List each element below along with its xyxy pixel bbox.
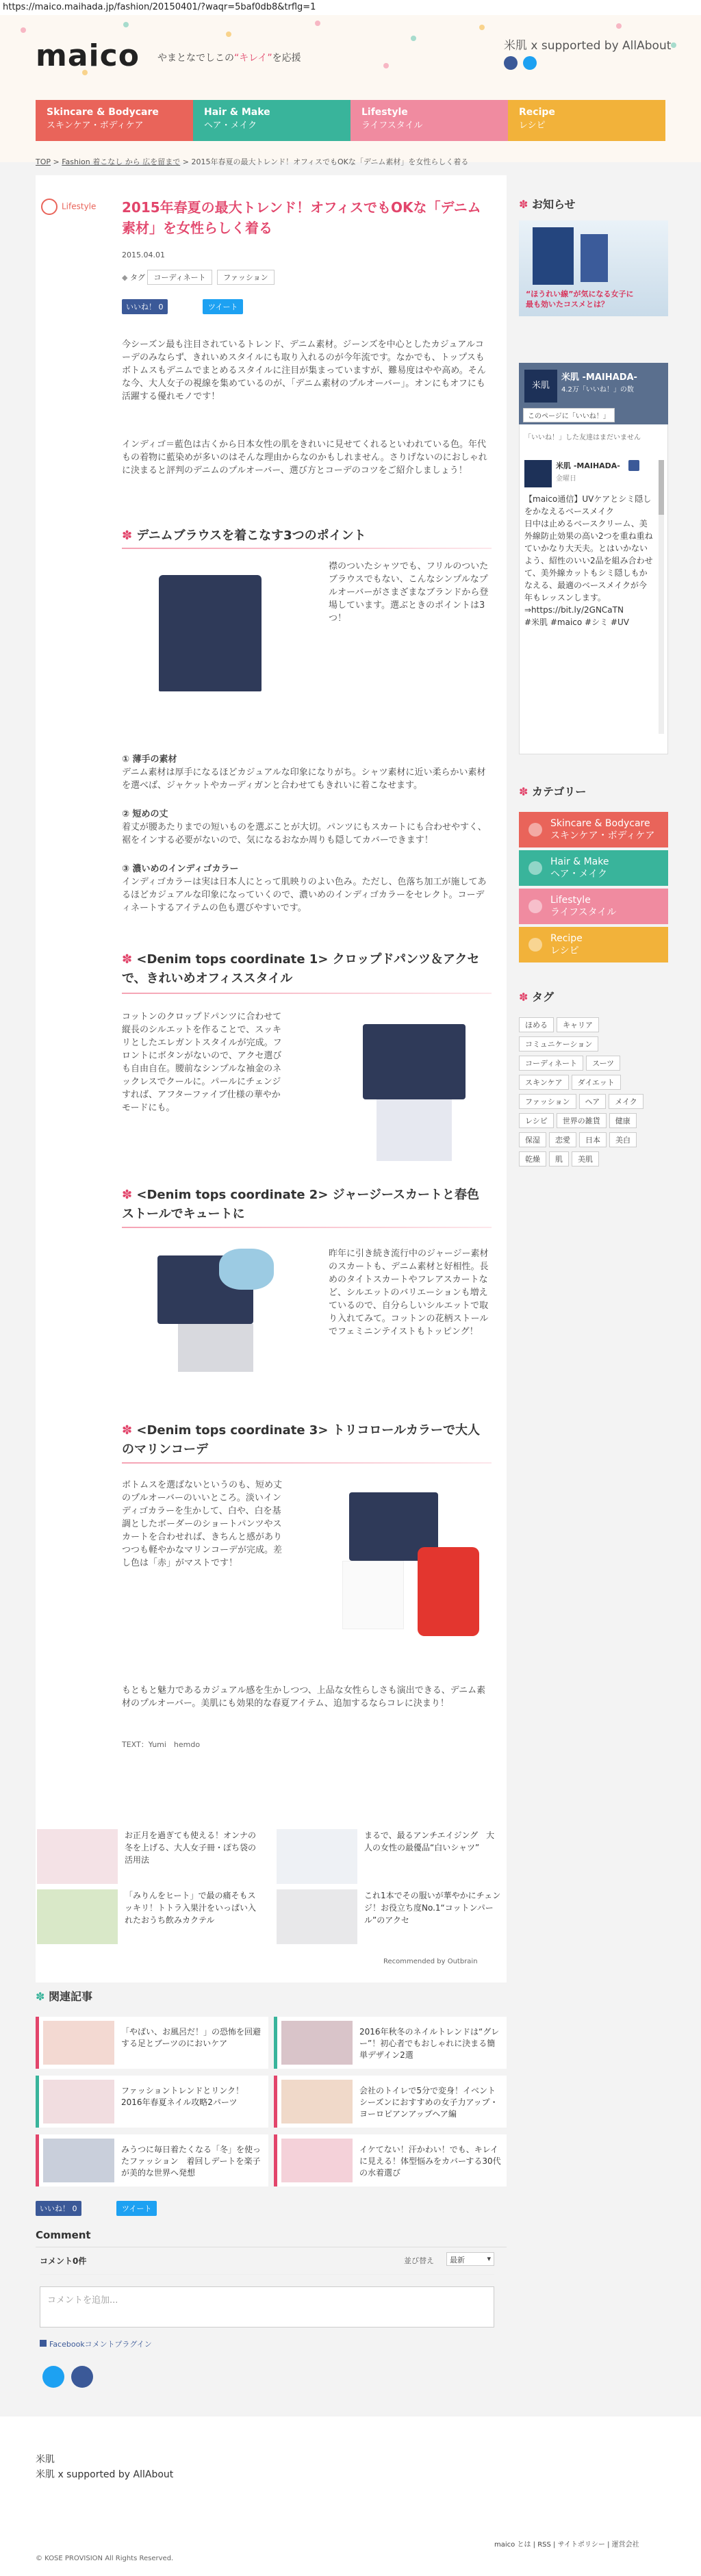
breadcrumb-fashion[interactable]: Fashion 着こなし から 広を留まで	[62, 157, 181, 166]
article-title: 2015年春夏の最大トレンド！オフィスでもOKな「デニム素材」を女性らしく着る	[122, 199, 481, 236]
sidebar-tags-title: ✽ タグ	[519, 991, 554, 1004]
section-heading-points: ✽ デニムブラウスを着こなす3つのポイント	[122, 528, 366, 543]
footer-link-rss[interactable]: RSS	[537, 2541, 551, 2549]
sidebar-tag[interactable]: 美白	[609, 1132, 637, 1147]
coordinate-2-image	[137, 1242, 301, 1386]
sidebar-tag[interactable]: 健康	[609, 1113, 637, 1128]
article-intro-1: 今シーズン最も注目されているトレンド、デニム素材。ジーンズを中心としたカジュアルコーデのみならず、きれいめスタイルにも取り入れるのが今年流です。なかでも、トップスもボトムスもデニムでまとめるスタイルに注目が集まっていますが、難易度はやや高め。そんな今、大人女子の視線を集めているのが、「デニム素材のプルオーバー」。オンにもオフにも活躍する優れモノです！	[122, 340, 486, 402]
skincare-icon	[528, 823, 542, 837]
rec-link[interactable]: お正月を過ぎても使える！オンナの冬を上げる、大人女子冊・ぽち袋の活用法	[125, 1831, 257, 1865]
facebook-post-time: 金曜日	[556, 475, 576, 483]
coordinate-1-text: コットンのクロップドパンツに合わせて縦長のシルエットを作ることで、スッキリとしたエレガントスタイルが完成。フロントにボタンがないので、アクセ選びも自由自在。腰前なシンプルな袖金のネックレスでクールに。パールにチェンジすれば、アフターファイブ仕様の華やかモードにも。	[122, 1012, 282, 1113]
comment-count: コメント0件	[40, 2256, 87, 2266]
sidebar-ad-banner[interactable]: “ほうれい線”が気になる女子に 最も効いたコスメとは？	[519, 220, 668, 316]
comment-title: Comment	[36, 2229, 91, 2241]
related-article[interactable]: イケてない！汗かわい！でも、キレイに見える！体型悩みをカバーする30代の水着選び	[274, 2134, 507, 2186]
point-3-title: ③ 濃いめのインディゴカラー	[122, 864, 239, 874]
product-image-denim-top	[145, 561, 275, 705]
section-heading-coordinate-1: ✽ <Denim tops coordinate 1> クロップドパンツ＆アクセで、きれいめオフィススタイル	[122, 952, 480, 986]
sidebar-category-skincare[interactable]: Skincare & Bodycare スキンケア・ボディケア	[519, 812, 668, 847]
confetti-dot	[123, 22, 129, 27]
article-intro-2: インディゴ＝藍色は古くから日本女性の肌をきれいに見せてくれるといわれている色。年代もの着物に藍染めが多いのはそんな理由からなのかもしれません。さりげないのにおしゃれに決まると評判のデニムのプルオーバー、選び方とコーデのコツをご紹介しましょう！	[122, 439, 487, 476]
product-bottle	[581, 234, 608, 282]
flower-icon: ✽	[519, 991, 532, 1004]
footer-link-policy[interactable]: サイトポリシー	[557, 2541, 605, 2549]
facebook-icon	[40, 2340, 47, 2347]
recipe-icon	[528, 938, 542, 952]
rec-image[interactable]	[37, 1829, 118, 1884]
rec-link[interactable]: これ1本でその服いが華やかにチェンジ！お役立ち度No.1“コットンパール”のアクセ	[364, 1891, 501, 1925]
facebook-page-like-button[interactable]: このページに「いいね！」	[523, 408, 615, 422]
flower-icon: ✽	[36, 1990, 49, 2003]
sidebar-tag[interactable]: ダイエット	[572, 1075, 621, 1090]
sidebar-category-lifestyle[interactable]: Lifestyle ライフスタイル	[519, 889, 668, 924]
divider	[40, 2274, 494, 2275]
facebook-comment-plugin-link[interactable]: Facebookコメントプラグイン	[40, 2338, 152, 2349]
point-3-text: インディゴカラーは実は日本人にとって肌映りのよい色み。ただし、色落ち加工が施してあるほどカジュアルな印象になっていくので、濃いめのインディゴカラーをセレクト。コーディネートするアイテムの色も選びやすいです。	[122, 877, 487, 913]
flower-icon: ✽	[519, 785, 532, 798]
rec-link[interactable]: 「みりんをヒート」で最の痛そもスッキリ！トトラ入果汁をいっぱい入れたおうち飲みカクテル	[125, 1891, 257, 1925]
section-heading-coordinate-2: ✽ <Denim tops coordinate 2> ジャージースカートと春色ストールでキュートに	[122, 1188, 480, 1221]
copyright: © KOSE PROVISION All Rights Reserved.	[36, 2555, 174, 2562]
facebook-page-name[interactable]: 米肌 -MAIHADA-	[561, 372, 637, 383]
facebook-post-author[interactable]: 米肌 -MAIHADA-	[556, 461, 620, 470]
site-tagline: やまとなでしこの“キレイ”を応援	[157, 53, 301, 64]
sort-label: 並び替え	[404, 2256, 434, 2265]
coordinate-3-image	[322, 1479, 493, 1643]
footer-links: maico とは | RSS | サイトポリシー | 運営会社	[494, 2541, 639, 2549]
tag-coordinate[interactable]: コーディネート	[147, 270, 212, 285]
heading-underline	[122, 1462, 492, 1464]
sidebar-tag[interactable]: ヘア	[579, 1094, 607, 1109]
lifestyle-icon	[41, 199, 58, 215]
sidebar-category-title: ✽ カテゴリー	[519, 785, 587, 798]
sidebar-tag[interactable]: スーツ	[586, 1056, 620, 1071]
sidebar-category-recipe[interactable]: Recipe レシピ	[519, 927, 668, 962]
chevron-down-icon: ▾	[487, 2254, 491, 2263]
footer-link-company[interactable]: 運営会社	[611, 2541, 639, 2549]
facebook-icon	[628, 460, 639, 471]
sidebar-tag[interactable]: 肌	[549, 1151, 569, 1166]
site-footer	[0, 2416, 701, 2576]
footer-brand[interactable]: 米肌	[36, 2454, 55, 2465]
heading-underline	[122, 1227, 492, 1228]
confetti-dot	[21, 27, 26, 33]
coordinate-2-text: 昨年に引き続き流行中のジャージー素材のスカートも、デニム素材と好相性。長めのタイトスカートやフレアスカートなど、シルエットのバリエーションも増えているので、自分らしいシルエットで取り入れてみて。コットンの花柄ストールでフェミニンテイストもトッピング！	[329, 1249, 489, 1337]
sidebar-tag[interactable]: レシピ	[519, 1113, 554, 1128]
facebook-scrollbar[interactable]	[659, 460, 664, 734]
address-bar[interactable]: https://maico.maihada.jp/fashion/20150401/?waqr=5baf0db8&trflg=1	[0, 0, 701, 15]
rec-link[interactable]: まるで、最るアンチエイジング 大人の女性の最優品“白いシャツ”	[364, 1831, 495, 1852]
nav-hair-make[interactable]: Hair & Make ヘア・メイク	[193, 100, 350, 141]
flower-icon: ✽	[122, 952, 137, 967]
confetti-dot	[226, 31, 231, 37]
related-article[interactable]: 2016年秋冬のネイルトレンドは“グレー”！初心者でもおしゃれに決まる簡単デザイン2選	[274, 2017, 507, 2069]
facebook-page-avatar[interactable]: 米肌	[524, 370, 557, 403]
sidebar-tag[interactable]: 保湿	[519, 1132, 546, 1147]
confetti-dot	[315, 21, 320, 26]
breadcrumb-top[interactable]: TOP	[36, 157, 51, 166]
sidebar-tag[interactable]: メイク	[609, 1094, 643, 1109]
facebook-like-button-bottom[interactable]: いいね！ 0	[36, 2201, 81, 2216]
point-2-title: ② 短めの丈	[122, 809, 168, 819]
points-side-text: 襟のついたシャツでも、フリルのついたブラウスでもない、こんなシンプルなプルオーバーがさまざまなブランドから登場しています。選ぶときのポイントは3つ！	[329, 561, 489, 624]
tweet-button-bottom[interactable]: ツイート	[116, 2201, 157, 2216]
twitter-share-icon[interactable]	[42, 2366, 64, 2388]
rec-image[interactable]	[277, 1889, 357, 1944]
comment-input[interactable]: コメントを追加...	[40, 2286, 494, 2328]
section-heading-coordinate-3: ✽ <Denim tops coordinate 3> トリコロールカラーで大人のマリンコーデ	[122, 1423, 480, 1457]
footer-link-about[interactable]: maico とは	[494, 2541, 531, 2549]
coordinate-1-image	[329, 1010, 493, 1168]
point-1-title: ① 薄手の素材	[122, 754, 177, 765]
rec-image[interactable]	[37, 1889, 118, 1944]
flower-icon: ✽	[519, 198, 532, 211]
breadcrumb-current: 2015年春夏の最大トレンド！オフィスでもOKな「デニム素材」を女性らしく着る	[191, 157, 469, 166]
sidebar-news-title: ✽ お知らせ	[519, 198, 576, 211]
flower-icon: ✽	[122, 1188, 137, 1202]
makeup-icon	[528, 861, 542, 875]
facebook-post-text: 【maico通信】UVケアとシミ隠しをかなえるベースメイク 日中は止めるベースクリーム、美外線防止効果の高い2つを重ね重ねていかなり大天夫。とはいかないよう、紹性のいい2品を組み合わせて、美外線カットもシミ隠しもかなえる、最適のベースメイクが今年もレッスンします。 ⇒https://bit.ly/2GNCaTN #米肌 #maico #シミ #UV	[524, 494, 653, 627]
flower-icon: ✽	[122, 528, 137, 543]
heading-underline	[122, 993, 492, 994]
related-article[interactable]: 「やばい、お風呂だ！」の恐怖を回避する足とブーツのにおいケア	[36, 2017, 268, 2069]
confetti-dot	[411, 36, 416, 41]
brand-text[interactable]: 米肌 x supported by AllAbout	[504, 39, 672, 53]
sidebar-tag[interactable]: ほめる	[519, 1017, 554, 1032]
related-article[interactable]: みうつに毎日着たくなる「冬」を使ったファッション 着回しデートを楽子が美的な世界へ発想	[36, 2134, 268, 2186]
sidebar-tag[interactable]: コーディネート	[519, 1056, 583, 1071]
sidebar-tag-cloud	[519, 1017, 668, 1171]
sort-select[interactable]: 最新 ▾	[446, 2252, 494, 2266]
sidebar-tag[interactable]: 乾燥	[519, 1151, 546, 1166]
facebook-share-icon[interactable]	[71, 2366, 93, 2388]
flower-icon: ✽	[122, 1423, 137, 1438]
sidebar-tag[interactable]: コミュニケーション	[519, 1036, 598, 1051]
sidebar-tag[interactable]: ファッション	[519, 1094, 576, 1109]
confetti-dot	[383, 63, 389, 68]
outbrain-credit[interactable]: Recommended by Outbrain	[383, 1958, 478, 1965]
point-2-text: 着丈が腰あたりまでの短いものを選ぶことが大切。パンツにもスカートにも合わせやすく、裾をインする必要がないので、気になるおなか周りも隠してカバーできます！	[122, 822, 487, 845]
tag-fashion[interactable]: ファッション	[217, 270, 275, 285]
article-date: 2015.04.01	[122, 251, 165, 259]
nav-skincare[interactable]: Skincare & Bodycare スキンケア・ボディケア	[36, 100, 193, 141]
facebook-like-button[interactable]: いいね！ 0	[122, 299, 168, 314]
lifestyle-icon	[528, 900, 542, 913]
related-article[interactable]: 会社のトイレで5分で変身！イベントシーズンにおすすめの女子力アップ・ヨーロピアンアップヘア編	[274, 2076, 507, 2128]
sidebar-tag[interactable]: スキンケア	[519, 1075, 569, 1090]
point-1-text: デニム素材は厚手になるほどカジュアルな印象になりがち。シャツ素材に近い柔らかい素材を選べば、ジャケットやカーディガンと合わせてもきれいに着こなせます。	[122, 767, 486, 791]
sidebar-tag[interactable]: 日本	[579, 1132, 607, 1147]
product-bottle	[533, 227, 574, 285]
facebook-page-likes: 4.2万「いいね！」の数	[561, 386, 634, 394]
sidebar-category-hair-make[interactable]: Hair & Make ヘア・メイク	[519, 850, 668, 886]
article-category[interactable]: Lifestyle	[41, 199, 110, 215]
confetti-dot	[479, 25, 485, 30]
article-outro: もともと魅力であるカジュアル感を生かしつつ、上品な女性らしさも演出できる、デニム素材のプルオーバー。美肌にも効果的な春夏アイテム、追加するならコレに決まり！	[122, 1685, 486, 1709]
site-logo[interactable]: maico	[36, 38, 140, 73]
nav-lifestyle[interactable]: Lifestyle ライフスタイル	[350, 100, 508, 141]
nav-recipe[interactable]: Recipe レシピ	[508, 100, 665, 141]
footer-brand-supported[interactable]: 米肌 x supported by AllAbout	[36, 2469, 174, 2480]
article-credit: TEXT：Yumi hemdo	[122, 1740, 201, 1749]
facebook-post-avatar	[524, 460, 552, 487]
breadcrumb: TOP > Fashion 着こなし から 広を留まで > 2015年春夏の最大トレンド！オフィスでもOKな「デニム素材」を女性らしく着る	[36, 157, 469, 166]
related-title: ✽ 関連記事	[36, 1990, 92, 2003]
facebook-friends-text: 「いいね！」した友達はまだいません	[524, 434, 641, 442]
tweet-button[interactable]: ツイート	[203, 299, 243, 314]
sidebar-tag[interactable]: 恋愛	[549, 1132, 576, 1147]
sidebar-tag[interactable]: 美肌	[572, 1151, 599, 1166]
related-article[interactable]: ファッショントレンドとリンク！2016年春夏ネイル攻略2パーツ	[36, 2076, 268, 2128]
heading-underline	[122, 548, 492, 549]
confetti-dot	[616, 23, 622, 29]
coordinate-3-text: ボトムスを選ばないというのも、短め丈のプルオーバーのいいところ。淡いインディゴカラーを生かして、白や、白を基調としたボーダーのショートパンツやスカートを合わせれば、きちんと感がありつつも軽やかなマリンコーデが完成。差し色は「赤」がマストです！	[122, 1480, 283, 1568]
rec-image[interactable]	[277, 1829, 357, 1884]
confetti-dot	[671, 42, 676, 48]
sidebar-tag[interactable]: キャリア	[557, 1017, 599, 1032]
article-tags: ◆ タグ コーディネート ファッション	[122, 270, 277, 289]
sidebar-tag[interactable]: 世界の雑貨	[557, 1113, 607, 1128]
twitter-icon[interactable]	[523, 56, 537, 70]
tag-icon: ◆	[122, 273, 128, 282]
facebook-icon[interactable]	[504, 56, 518, 70]
